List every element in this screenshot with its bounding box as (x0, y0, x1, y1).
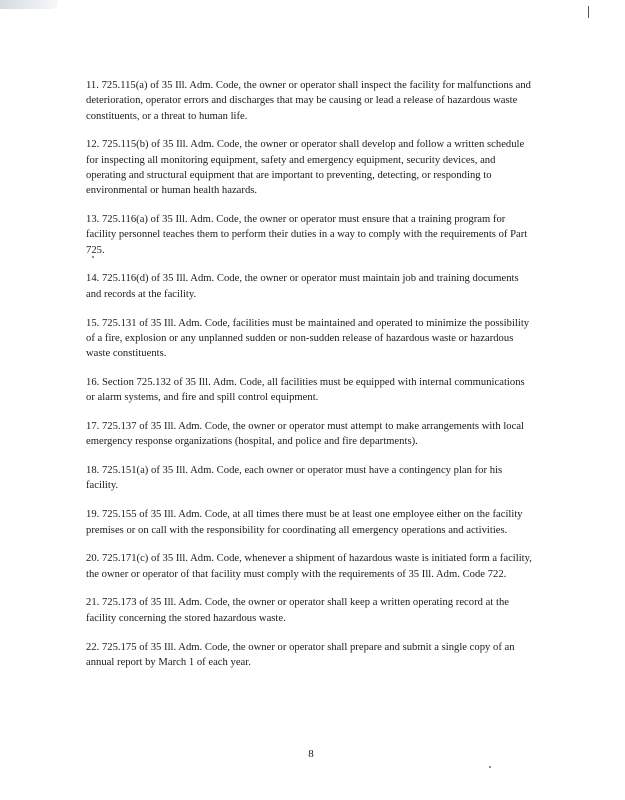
list-item: 22. 725.175 of 35 Ill. Adm. Code, the owner or operator shall prepare and submit a single copy of an annual report by March 1 of each year. (86, 641, 515, 668)
list-item: 11. 725.115(a) of 35 Ill. Adm. Code, the owner or operator shall inspect the facility for malfunctions and deterioration, operator errors and discharges that may be causing or lead a release of hazardous waste constituents, or a threat to human life. (86, 80, 531, 122)
list-item: 16. Section 725.132 of 35 Ill. Adm. Code, all facilities must be equipped with internal communications or alarm systems, and fire and spill control equipment. (86, 376, 525, 404)
list-item: 15. 725.131 of 35 Ill. Adm. Code, facilities must be maintained and operated to minimize the possibility of a fire, explosion or any unplanned sudden or non-sudden release of hazardous waste or hazardous waste constituents. (86, 317, 530, 360)
list-item: 12. 725.115(b) of 35 Ill. Adm. Code, the owner or operator shall develop and follow a written schedule for inspecting all monitoring equipment, safety and emergency equipment, security devices, and operating and structural equipment that are important to preventing, detecting, or responding to environmental or human health hazards. (86, 139, 525, 197)
list-item: 14. 725.116(d) of 35 Ill. Adm. Code, the owner or operator must maintain job and training documents and records at the facility. (86, 273, 519, 300)
list-item: 21. 725.173 of 35 Ill. Adm. Code, the owner or operator shall keep a written operating record at the facility concerning the stored hazardous waste. (86, 597, 509, 624)
list-item: 20. 725.171(c) of 35 Ill. Adm. Code, whenever a shipment of hazardous waste is initiated form a facility, the owner or operator of that facility must comply with the requirements of 35 Ill. Adm. Code 722. (86, 553, 532, 580)
list-item: 13. 725.116(a) of 35 Ill. Adm. Code, the owner or operator must ensure that a training program for facility personnel teaches them to perform their duties in a way to comply with the requirements of Part 725. (86, 214, 528, 256)
scan-speck (489, 766, 491, 768)
scan-speck (92, 256, 94, 258)
page-number: 8 (308, 748, 314, 760)
findings-list (86, 78, 534, 684)
list-item: 18. 725.151(a) of 35 Ill. Adm. Code, each owner or operator must have a contingency plan for his facility. (86, 465, 503, 492)
list-item: 19. 725.155 of 35 Ill. Adm. Code, at all times there must be at least one employee either on the facility premises or on call with the responsibility for coordinating all emergency operations and activities. (86, 509, 523, 536)
list-item: 17. 725.137 of 35 Ill. Adm. Code, the owner or operator must attempt to make arrangements with local emergency response organizations (hospital, and police and fire departments). (86, 421, 525, 448)
scan-edge-mark (588, 6, 589, 18)
scan-corner-mark (0, 0, 58, 9)
